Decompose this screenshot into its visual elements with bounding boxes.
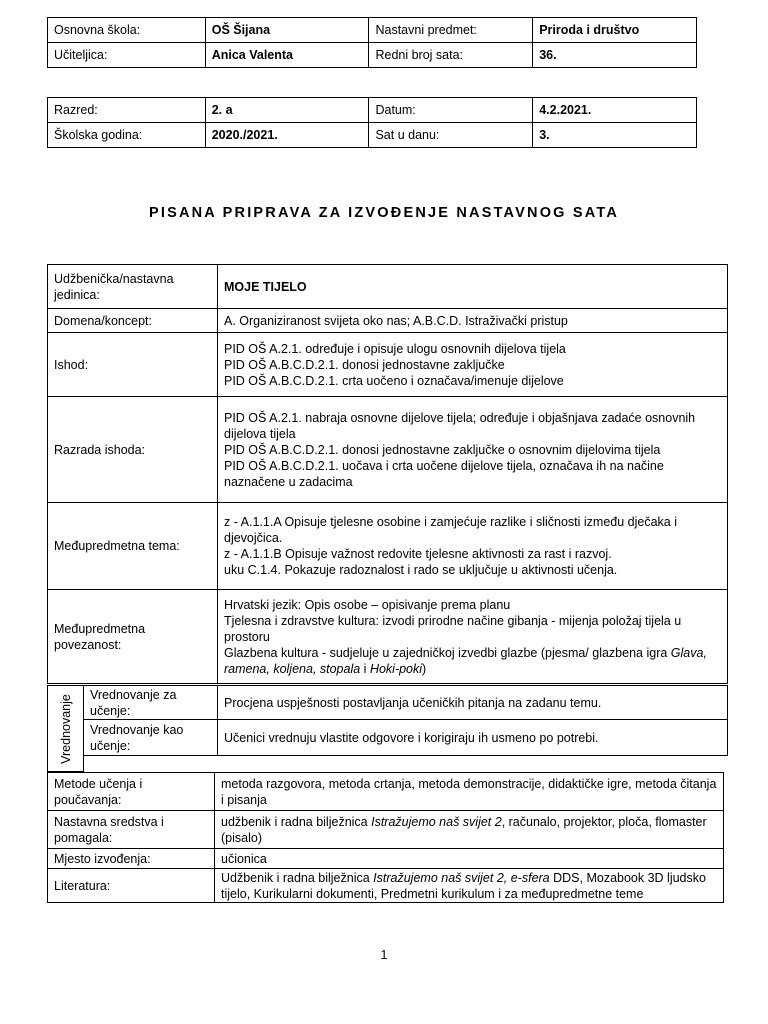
literature-value [215,869,724,903]
school-year-value: 2020./2021. [205,123,369,148]
evaluation-as-label: Vrednovanje kao učenje: [84,720,218,756]
evaluation-for-label: Vrednovanje za učenje: [84,686,218,720]
place-value: učionica [215,849,724,869]
crosstopic-value [218,503,728,590]
period-label: Sat u danu: [369,123,533,148]
outcome-line: PID OŠ A.B.C.D.2.1. donosi jednostavne zaključke [224,357,505,372]
header-row [48,43,697,68]
crosstopic-line: uku C.1.4. Pokazuje radoznalost i rado se uključuje u aktivnosti učenja. [224,563,618,577]
table-row [48,503,728,590]
header-table-class [47,97,697,148]
music-song-2: Hoki-poki [369,661,423,676]
lesson-number-value: 36. [533,43,697,68]
unit-value: MOJE TIJELO [218,265,728,309]
music-song-1: Glava, ramena, koljena, stopala [224,645,707,676]
resources-label: Nastavna sredstva i pomagala: [48,811,215,849]
page-number: 1 [380,948,388,962]
page-title: PISANA PRIPRAVA ZA IZVOĐENJE NASTAVNOG SATA [148,205,619,221]
lesson-number-label: Redni broj sata: [369,43,533,68]
table-row [48,849,724,869]
music-mid: i [360,661,370,676]
teacher-value: Anica Valenta [205,43,369,68]
resources-suffix: , računalo, projektor, ploča, flomaster (pisalo) [221,814,707,845]
evaluation-for-value: Procjena uspješnosti postavljanja učeničkih pitanja na zadanu temu. [218,686,728,720]
crosstopic-label: Međupredmetna tema: [48,503,218,590]
period-value: 3. [533,123,697,148]
header-row [48,98,697,123]
music-prefix: Glazbena kultura - sudjeluje u zajedničkoj izvedbi glazbe (pjesma/ glazbena igra [224,645,671,660]
table-row [48,686,728,720]
table-row [48,720,728,756]
literature-book: Istražujemo naš svijet 2, e-sfera [373,870,550,885]
methods-label: Metode učenja i poučavanja: [48,773,215,811]
evaluation-side-cell [48,686,84,772]
header-table-school [47,17,697,68]
outcome-line: PID OŠ A.2.1. određuje i opisuje ulogu osnovnih dijelova tijela [224,341,566,356]
resources-value [215,811,724,849]
school-value: OŠ Šijana [205,18,369,43]
spacer-row [48,756,728,772]
school-label: Osnovna škola: [48,18,206,43]
header-row [48,18,697,43]
place-label: Mjesto izvođenja: [48,849,215,869]
methods-table [47,772,724,903]
literature-suffix: DDS, Mozabook 3D ljudsko tijelo, Kurikularni dokumenti, Predmetni kurikulum i za međupredmetne teme [221,870,706,901]
table-row [48,333,728,397]
correlation-value [218,590,728,684]
music-suffix: ) [422,661,427,676]
outcome-value [218,333,728,397]
evaluation-as-value: Učenici vrednuju vlastite odgovore i korigiraju ih usmeno po potrebi. [218,720,728,756]
crosstopic-line: z - A.1.1.B Opisuje važnost redovite tjelesne aktivnosti za rast i razvoj. [224,547,612,561]
table-row [48,811,724,849]
unit-label: Udžbenička/nastavna jedinica: [48,265,218,309]
subject-label: Nastavni predmet: [369,18,533,43]
elaboration-line: PID OŠ A.2.1. nabraja osnovne dijelove tijela; određuje i objašnjava zadaće osnovnih dijelova tijela [224,410,696,441]
evaluation-side-label: Vrednovanje [58,693,73,764]
domain-value: A. Organiziranost svijeta oko nas; A.B.C.D. Istraživački pristup [218,309,728,333]
outcome-label: Ishod: [48,333,218,397]
class-label: Razred: [48,98,206,123]
evaluation-table [47,685,728,772]
correlation-label: Međupredmetna povezanost: [48,590,218,684]
table-row [48,309,728,333]
table-row [48,869,724,903]
class-value: 2. a [205,98,369,123]
subject-value: Priroda i društvo [533,18,697,43]
correlation-line: Tjelesna i zdravstve kultura: izvodi prirodne načine gibanja - mijenja položaj tijela u prostoru [224,613,682,644]
crosstopic-line: z - A.1.1.A Opisuje tjelesne osobine i zamjećuje razlike i sličnosti između dječaka i djevojčica. [224,515,677,545]
table-row [48,265,728,309]
date-label: Datum: [369,98,533,123]
spacer-cell [84,756,728,772]
literature-label: Literatura: [48,869,215,903]
elaboration-label: Razrada ishoda: [48,397,218,503]
table-row [48,773,724,811]
school-year-label: Školska godina: [48,123,206,148]
resources-book: Istražujemo naš svijet 2 [371,814,502,829]
table-row [48,397,728,503]
header-row [48,123,697,148]
elaboration-line: PID OŠ A.B.C.D.2.1. uočava i crta uočene dijelove tijela, označava ih na načine naznačene u zadacima [224,458,664,489]
outcome-line: PID OŠ A.B.C.D.2.1. crta uočeno i označava/imenuje dijelove [224,373,564,388]
correlation-line: Hrvatski jezik: Opis osobe – opisivanje prema planu [224,597,511,612]
domain-label: Domena/koncept: [48,309,218,333]
lesson-plan-table [47,264,728,684]
table-row [48,590,728,684]
methods-value: metoda razgovora, metoda crtanja, metoda demonstracije, didaktičke igre, metoda čitanja i pisanja [215,773,724,811]
resources-prefix: udžbenik i radna bilježnica [221,814,372,829]
elaboration-line: PID OŠ A.B.C.D.2.1. donosi jednostavne zaključke o osnovnim dijelovima tijela [224,442,661,457]
literature-prefix: Udžbenik i radna bilježnica [221,870,374,885]
elaboration-value [218,397,728,503]
teacher-label: Učiteljica: [48,43,206,68]
date-value: 4.2.2021. [533,98,697,123]
correlation-music-line [224,645,721,677]
